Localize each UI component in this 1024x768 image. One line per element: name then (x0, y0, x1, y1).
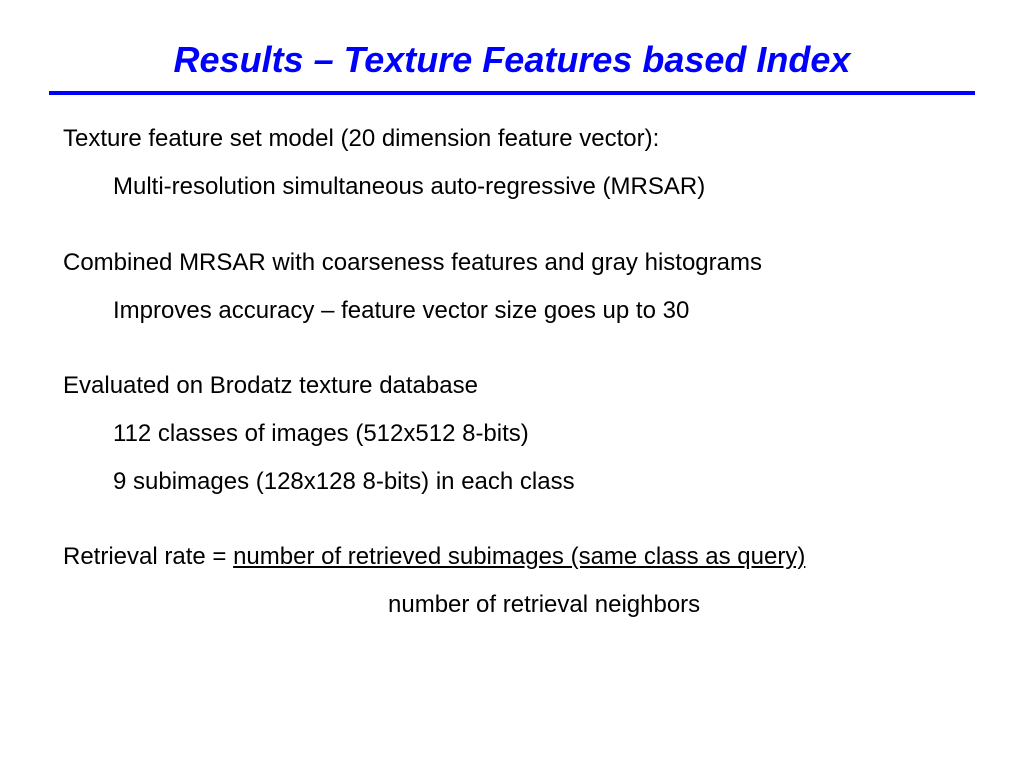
formula-lhs: Retrieval rate = (63, 543, 234, 570)
bullet-texture-model: Texture feature set model (20 dimension feature vector): (63, 125, 660, 152)
title-underline-rule (49, 91, 975, 95)
bullet-combined-mrsar: Combined MRSAR with coarseness features and gray histograms (63, 249, 762, 276)
formula-numerator: number of retrieved subimages (same class as query) (233, 543, 806, 570)
sub-bullet-subimages: 9 subimages (128x128 8-bits) in each class (113, 468, 575, 495)
formula-denominator: number of retrieval neighbors (388, 591, 701, 618)
sub-bullet-classes: 112 classes of images (512x512 8-bits) (113, 420, 529, 447)
sub-bullet-accuracy: Improves accuracy – feature vector size goes up to 30 (113, 297, 690, 324)
sub-bullet-mrsar: Multi-resolution simultaneous auto-regressive (MRSAR) (113, 173, 706, 200)
bullet-brodatz: Evaluated on Brodatz texture database (63, 372, 478, 399)
slide-title: Results – Texture Features based Index (173, 39, 851, 80)
formula-numerator-line (63, 545, 805, 569)
